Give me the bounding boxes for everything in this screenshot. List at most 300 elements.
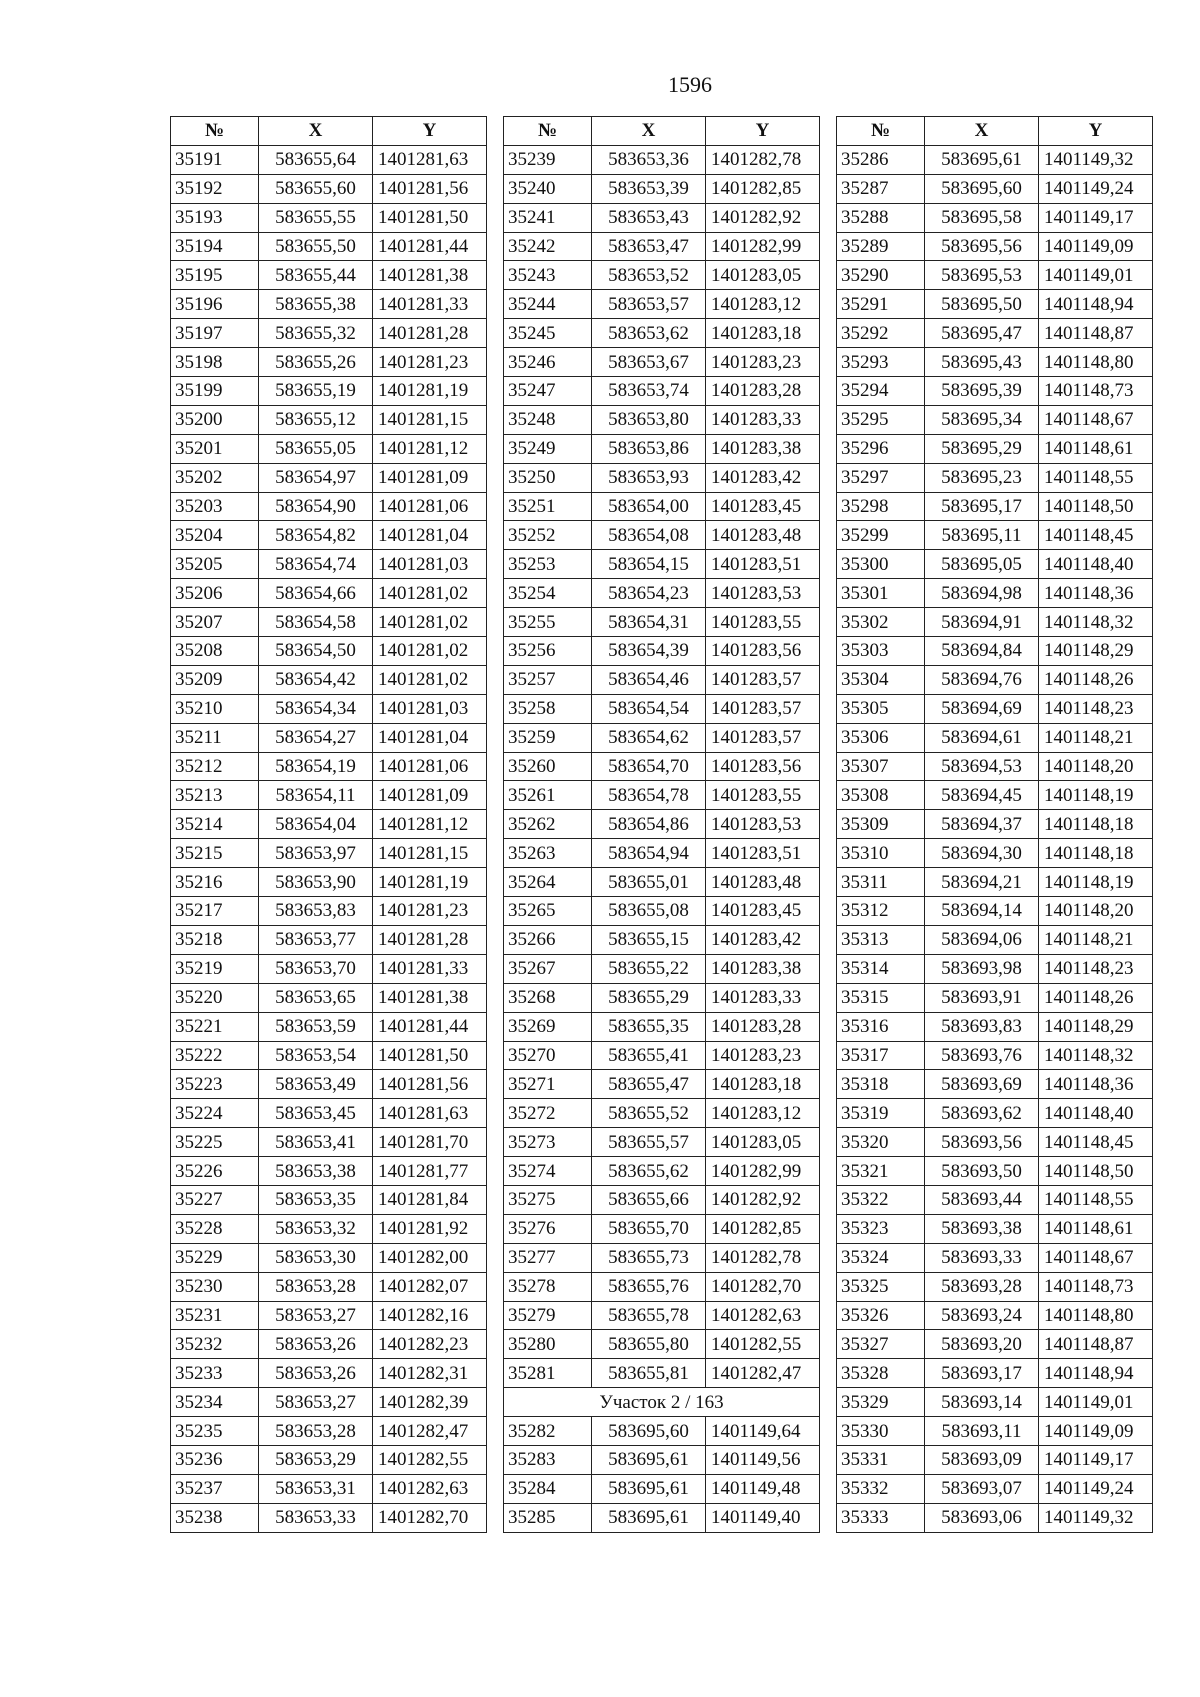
point-number-cell: 35196 [171, 290, 259, 319]
point-number-cell: 35318 [837, 1070, 925, 1099]
point-number-cell: 35238 [171, 1503, 259, 1532]
point-number-cell: 35326 [837, 1301, 925, 1330]
y-coordinate-cell: 1401283,53 [706, 579, 820, 608]
point-number-cell: 35193 [171, 203, 259, 232]
x-coordinate-cell: 583655,12 [259, 405, 373, 434]
x-coordinate-cell: 583693,50 [925, 1157, 1039, 1186]
x-coordinate-cell: 583694,76 [925, 665, 1039, 694]
table-row [504, 839, 820, 868]
y-coordinate-cell: 1401148,26 [1039, 665, 1153, 694]
table-row [171, 781, 487, 810]
y-coordinate-cell: 1401282,70 [373, 1503, 487, 1532]
y-coordinate-cell: 1401282,23 [373, 1330, 487, 1359]
y-coordinate-cell: 1401283,18 [706, 319, 820, 348]
x-coordinate-cell: 583653,74 [592, 377, 706, 406]
x-coordinate-cell: 583693,20 [925, 1330, 1039, 1359]
table-row [837, 1214, 1153, 1243]
x-coordinate-cell: 583654,66 [259, 579, 373, 608]
table-row [837, 1012, 1153, 1041]
point-number-cell: 35279 [504, 1301, 592, 1330]
point-number-cell: 35248 [504, 405, 592, 434]
point-number-cell: 35282 [504, 1417, 592, 1446]
x-coordinate-cell: 583654,11 [259, 781, 373, 810]
x-coordinate-cell: 583655,70 [592, 1214, 706, 1243]
y-coordinate-cell: 1401148,40 [1039, 1099, 1153, 1128]
y-coordinate-cell: 1401148,32 [1039, 608, 1153, 637]
x-coordinate-cell: 583655,01 [592, 868, 706, 897]
point-number-cell: 35288 [837, 203, 925, 232]
point-number-cell: 35208 [171, 637, 259, 666]
x-coordinate-cell: 583693,17 [925, 1359, 1039, 1388]
point-number-cell: 35258 [504, 694, 592, 723]
x-coordinate-cell: 583654,50 [259, 637, 373, 666]
y-coordinate-cell: 1401281,44 [373, 232, 487, 261]
point-number-cell: 35280 [504, 1330, 592, 1359]
x-coordinate-cell: 583694,84 [925, 637, 1039, 666]
table-row [504, 579, 820, 608]
x-coordinate-cell: 583653,54 [259, 1041, 373, 1070]
point-number-cell: 35287 [837, 174, 925, 203]
point-number-cell: 35202 [171, 463, 259, 492]
table-row [171, 290, 487, 319]
point-number-cell: 35223 [171, 1070, 259, 1099]
table-row [171, 608, 487, 637]
point-number-cell: 35257 [504, 665, 592, 694]
table-row [504, 1301, 820, 1330]
x-coordinate-cell: 583693,69 [925, 1070, 1039, 1099]
x-coordinate-cell: 583653,57 [592, 290, 706, 319]
x-coordinate-cell: 583654,08 [592, 521, 706, 550]
y-coordinate-cell: 1401148,20 [1039, 752, 1153, 781]
x-coordinate-cell: 583653,43 [592, 203, 706, 232]
x-coordinate-cell: 583693,83 [925, 1012, 1039, 1041]
point-number-cell: 35232 [171, 1330, 259, 1359]
y-coordinate-cell: 1401281,56 [373, 1070, 487, 1099]
point-number-cell: 35212 [171, 752, 259, 781]
x-coordinate-cell: 583653,90 [259, 868, 373, 897]
page-number: 1596 [668, 72, 712, 97]
table-row [504, 868, 820, 897]
x-coordinate-cell: 583693,44 [925, 1185, 1039, 1214]
y-coordinate-cell: 1401148,55 [1039, 1185, 1153, 1214]
y-coordinate-cell: 1401148,80 [1039, 1301, 1153, 1330]
x-coordinate-cell: 583654,42 [259, 665, 373, 694]
x-coordinate-cell: 583654,15 [592, 550, 706, 579]
table-row [504, 1445, 820, 1474]
point-number-cell: 35205 [171, 550, 259, 579]
x-coordinate-cell: 583655,05 [259, 434, 373, 463]
table-row [837, 434, 1153, 463]
point-number-cell: 35283 [504, 1445, 592, 1474]
header-number: № [504, 117, 592, 146]
point-number-cell: 35246 [504, 348, 592, 377]
y-coordinate-cell: 1401148,40 [1039, 550, 1153, 579]
y-coordinate-cell: 1401282,63 [373, 1474, 487, 1503]
y-coordinate-cell: 1401148,29 [1039, 637, 1153, 666]
table-row [171, 694, 487, 723]
x-coordinate-cell: 583695,11 [925, 521, 1039, 550]
x-coordinate-cell: 583653,29 [259, 1445, 373, 1474]
point-number-cell: 35304 [837, 665, 925, 694]
table-row [504, 463, 820, 492]
y-coordinate-cell: 1401282,78 [706, 1243, 820, 1272]
point-number-cell: 35215 [171, 839, 259, 868]
point-number-cell: 35195 [171, 261, 259, 290]
y-coordinate-cell: 1401148,94 [1039, 1359, 1153, 1388]
point-number-cell: 35265 [504, 897, 592, 926]
point-number-cell: 35194 [171, 232, 259, 261]
x-coordinate-cell: 583655,52 [592, 1099, 706, 1128]
table-row [171, 579, 487, 608]
point-number-cell: 35209 [171, 665, 259, 694]
y-coordinate-cell: 1401282,39 [373, 1388, 487, 1417]
x-coordinate-cell: 583655,81 [592, 1359, 706, 1388]
y-coordinate-cell: 1401281,09 [373, 463, 487, 492]
x-coordinate-cell: 583655,60 [259, 174, 373, 203]
y-coordinate-cell: 1401148,19 [1039, 781, 1153, 810]
point-number-cell: 35293 [837, 348, 925, 377]
table-row [171, 1099, 487, 1128]
point-number-cell: 35241 [504, 203, 592, 232]
x-coordinate-cell: 583653,39 [592, 174, 706, 203]
table-row [837, 463, 1153, 492]
point-number-cell: 35220 [171, 983, 259, 1012]
point-number-cell: 35210 [171, 694, 259, 723]
x-coordinate-cell: 583695,50 [925, 290, 1039, 319]
x-coordinate-cell: 583695,58 [925, 203, 1039, 232]
table-row [504, 1243, 820, 1272]
table-row [837, 1272, 1153, 1301]
point-number-cell: 35250 [504, 463, 592, 492]
table-row [171, 377, 487, 406]
y-coordinate-cell: 1401148,21 [1039, 925, 1153, 954]
point-number-cell: 35263 [504, 839, 592, 868]
point-number-cell: 35260 [504, 752, 592, 781]
point-number-cell: 35249 [504, 434, 592, 463]
x-coordinate-cell: 583655,66 [592, 1185, 706, 1214]
header-number: № [837, 117, 925, 146]
x-coordinate-cell: 583653,35 [259, 1185, 373, 1214]
point-number-cell: 35191 [171, 145, 259, 174]
y-coordinate-cell: 1401281,09 [373, 781, 487, 810]
x-coordinate-cell: 583654,82 [259, 521, 373, 550]
point-number-cell: 35221 [171, 1012, 259, 1041]
x-coordinate-cell: 583653,52 [592, 261, 706, 290]
table-row [504, 1041, 820, 1070]
point-number-cell: 35199 [171, 377, 259, 406]
x-coordinate-cell: 583655,19 [259, 377, 373, 406]
point-number-cell: 35222 [171, 1041, 259, 1070]
table-row [171, 405, 487, 434]
point-number-cell: 35228 [171, 1214, 259, 1243]
x-coordinate-cell: 583693,91 [925, 983, 1039, 1012]
table-row [171, 232, 487, 261]
point-number-cell: 35226 [171, 1157, 259, 1186]
y-coordinate-cell: 1401283,28 [706, 1012, 820, 1041]
y-coordinate-cell: 1401282,70 [706, 1272, 820, 1301]
y-coordinate-cell: 1401282,16 [373, 1301, 487, 1330]
table-row [837, 810, 1153, 839]
table-row [837, 665, 1153, 694]
y-coordinate-cell: 1401281,03 [373, 694, 487, 723]
y-coordinate-cell: 1401281,04 [373, 723, 487, 752]
point-number-cell: 35275 [504, 1185, 592, 1214]
point-number-cell: 35251 [504, 492, 592, 521]
header-number: № [171, 117, 259, 146]
point-number-cell: 35278 [504, 1272, 592, 1301]
point-number-cell: 35311 [837, 868, 925, 897]
table-row [837, 145, 1153, 174]
table-row [837, 897, 1153, 926]
table-row [837, 1070, 1153, 1099]
point-number-cell: 35198 [171, 348, 259, 377]
x-coordinate-cell: 583653,38 [259, 1157, 373, 1186]
table-row [504, 521, 820, 550]
y-coordinate-cell: 1401149,09 [1039, 232, 1153, 261]
y-coordinate-cell: 1401149,48 [706, 1474, 820, 1503]
y-coordinate-cell: 1401282,55 [706, 1330, 820, 1359]
x-coordinate-cell: 583655,08 [592, 897, 706, 926]
y-coordinate-cell: 1401148,94 [1039, 290, 1153, 319]
x-coordinate-cell: 583695,60 [592, 1417, 706, 1446]
point-number-cell: 35286 [837, 145, 925, 174]
table-row [171, 434, 487, 463]
table-row [837, 723, 1153, 752]
x-coordinate-cell: 583695,05 [925, 550, 1039, 579]
table-row [504, 897, 820, 926]
y-coordinate-cell: 1401281,63 [373, 145, 487, 174]
point-number-cell: 35307 [837, 752, 925, 781]
point-number-cell: 35305 [837, 694, 925, 723]
y-coordinate-cell: 1401281,12 [373, 810, 487, 839]
x-coordinate-cell: 583655,44 [259, 261, 373, 290]
table-row [837, 1503, 1153, 1532]
point-number-cell: 35218 [171, 925, 259, 954]
y-coordinate-cell: 1401283,57 [706, 694, 820, 723]
table-row [171, 723, 487, 752]
table-row [837, 839, 1153, 868]
table-row [837, 925, 1153, 954]
x-coordinate-cell: 583655,73 [592, 1243, 706, 1272]
point-number-cell: 35245 [504, 319, 592, 348]
y-coordinate-cell: 1401283,51 [706, 839, 820, 868]
x-coordinate-cell: 583655,80 [592, 1330, 706, 1359]
table-row [171, 983, 487, 1012]
table-row [171, 1503, 487, 1532]
point-number-cell: 35310 [837, 839, 925, 868]
point-number-cell: 35197 [171, 319, 259, 348]
y-coordinate-cell: 1401281,38 [373, 261, 487, 290]
header-y: Y [706, 117, 820, 146]
coordinate-table-3 [836, 116, 1153, 1533]
y-coordinate-cell: 1401148,20 [1039, 897, 1153, 926]
x-coordinate-cell: 583695,17 [925, 492, 1039, 521]
header-x: X [925, 117, 1039, 146]
y-coordinate-cell: 1401281,15 [373, 405, 487, 434]
x-coordinate-cell: 583653,26 [259, 1330, 373, 1359]
x-coordinate-cell: 583653,27 [259, 1301, 373, 1330]
table-row [504, 203, 820, 232]
table-row [504, 492, 820, 521]
table-row [837, 781, 1153, 810]
y-coordinate-cell: 1401283,38 [706, 434, 820, 463]
y-coordinate-cell: 1401149,32 [1039, 1503, 1153, 1532]
table-row [171, 261, 487, 290]
y-coordinate-cell: 1401283,48 [706, 868, 820, 897]
table-row [504, 694, 820, 723]
y-coordinate-cell: 1401148,67 [1039, 405, 1153, 434]
table-row [837, 405, 1153, 434]
table-row [504, 665, 820, 694]
x-coordinate-cell: 583654,97 [259, 463, 373, 492]
y-coordinate-cell: 1401281,06 [373, 492, 487, 521]
table-row [171, 1243, 487, 1272]
y-coordinate-cell: 1401281,02 [373, 637, 487, 666]
x-coordinate-cell: 583655,29 [592, 983, 706, 1012]
point-number-cell: 35262 [504, 810, 592, 839]
y-coordinate-cell: 1401148,29 [1039, 1012, 1153, 1041]
point-number-cell: 35206 [171, 579, 259, 608]
x-coordinate-cell: 583653,27 [259, 1388, 373, 1417]
table-row [504, 290, 820, 319]
table-row [837, 1359, 1153, 1388]
point-number-cell: 35224 [171, 1099, 259, 1128]
table-row [171, 348, 487, 377]
x-coordinate-cell: 583654,58 [259, 608, 373, 637]
point-number-cell: 35242 [504, 232, 592, 261]
x-coordinate-cell: 583693,14 [925, 1388, 1039, 1417]
y-coordinate-cell: 1401149,01 [1039, 261, 1153, 290]
table-row [171, 665, 487, 694]
y-coordinate-cell: 1401148,87 [1039, 319, 1153, 348]
y-coordinate-cell: 1401281,23 [373, 348, 487, 377]
point-number-cell: 35204 [171, 521, 259, 550]
x-coordinate-cell: 583653,47 [592, 232, 706, 261]
x-coordinate-cell: 583654,90 [259, 492, 373, 521]
x-coordinate-cell: 583695,23 [925, 463, 1039, 492]
x-coordinate-cell: 583654,31 [592, 608, 706, 637]
x-coordinate-cell: 583693,56 [925, 1128, 1039, 1157]
table-row [504, 1503, 820, 1532]
point-number-cell: 35243 [504, 261, 592, 290]
x-coordinate-cell: 583694,37 [925, 810, 1039, 839]
point-number-cell: 35239 [504, 145, 592, 174]
point-number-cell: 35325 [837, 1272, 925, 1301]
point-number-cell: 35273 [504, 1128, 592, 1157]
table-row [171, 868, 487, 897]
table-row [837, 348, 1153, 377]
table-row [837, 290, 1153, 319]
table-row [837, 1041, 1153, 1070]
point-number-cell: 35244 [504, 290, 592, 319]
x-coordinate-cell: 583655,26 [259, 348, 373, 377]
y-coordinate-cell: 1401282,55 [373, 1445, 487, 1474]
y-coordinate-cell: 1401148,32 [1039, 1041, 1153, 1070]
x-coordinate-cell: 583694,21 [925, 868, 1039, 897]
y-coordinate-cell: 1401148,50 [1039, 492, 1153, 521]
point-number-cell: 35240 [504, 174, 592, 203]
coordinate-table-1 [170, 116, 487, 1533]
y-coordinate-cell: 1401283,38 [706, 954, 820, 983]
point-number-cell: 35302 [837, 608, 925, 637]
table-row [837, 579, 1153, 608]
header-y: Y [373, 117, 487, 146]
table-row [504, 637, 820, 666]
y-coordinate-cell: 1401281,06 [373, 752, 487, 781]
y-coordinate-cell: 1401281,19 [373, 868, 487, 897]
x-coordinate-cell: 583693,62 [925, 1099, 1039, 1128]
y-coordinate-cell: 1401281,15 [373, 839, 487, 868]
x-coordinate-cell: 583655,57 [592, 1128, 706, 1157]
y-coordinate-cell: 1401282,99 [706, 232, 820, 261]
point-number-cell: 35271 [504, 1070, 592, 1099]
x-coordinate-cell: 583694,30 [925, 839, 1039, 868]
point-number-cell: 35324 [837, 1243, 925, 1272]
table-row [171, 1185, 487, 1214]
table-row [504, 983, 820, 1012]
y-coordinate-cell: 1401148,26 [1039, 983, 1153, 1012]
x-coordinate-cell: 583693,24 [925, 1301, 1039, 1330]
point-number-cell: 35284 [504, 1474, 592, 1503]
table-row [171, 1214, 487, 1243]
x-coordinate-cell: 583693,11 [925, 1417, 1039, 1446]
x-coordinate-cell: 583653,97 [259, 839, 373, 868]
table-header-row [837, 117, 1153, 146]
y-coordinate-cell: 1401283,57 [706, 723, 820, 752]
table-row [504, 174, 820, 203]
point-number-cell: 35217 [171, 897, 259, 926]
y-coordinate-cell: 1401283,42 [706, 925, 820, 954]
table-row [504, 1214, 820, 1243]
y-coordinate-cell: 1401283,56 [706, 752, 820, 781]
x-coordinate-cell: 583653,36 [592, 145, 706, 174]
point-number-cell: 35227 [171, 1185, 259, 1214]
table-row [171, 954, 487, 983]
point-number-cell: 35247 [504, 377, 592, 406]
point-number-cell: 35264 [504, 868, 592, 897]
y-coordinate-cell: 1401148,23 [1039, 954, 1153, 983]
y-coordinate-cell: 1401283,48 [706, 521, 820, 550]
table-row [504, 781, 820, 810]
y-coordinate-cell: 1401149,32 [1039, 145, 1153, 174]
point-number-cell: 35276 [504, 1214, 592, 1243]
table-row [171, 203, 487, 232]
y-coordinate-cell: 1401283,33 [706, 405, 820, 434]
y-coordinate-cell: 1401281,92 [373, 1214, 487, 1243]
y-coordinate-cell: 1401281,44 [373, 1012, 487, 1041]
x-coordinate-cell: 583653,49 [259, 1070, 373, 1099]
table-row [837, 1157, 1153, 1186]
y-coordinate-cell: 1401282,63 [706, 1301, 820, 1330]
table-row [171, 492, 487, 521]
table-row [504, 1070, 820, 1099]
table-row [504, 261, 820, 290]
table-row [504, 1012, 820, 1041]
x-coordinate-cell: 583654,74 [259, 550, 373, 579]
x-coordinate-cell: 583653,33 [259, 1503, 373, 1532]
y-coordinate-cell: 1401281,38 [373, 983, 487, 1012]
table-row [504, 1330, 820, 1359]
x-coordinate-cell: 583693,98 [925, 954, 1039, 983]
table-row [171, 637, 487, 666]
y-coordinate-cell: 1401283,23 [706, 1041, 820, 1070]
table-row [171, 1012, 487, 1041]
y-coordinate-cell: 1401283,33 [706, 983, 820, 1012]
point-number-cell: 35333 [837, 1503, 925, 1532]
point-number-cell: 35200 [171, 405, 259, 434]
table-row [504, 145, 820, 174]
y-coordinate-cell: 1401148,36 [1039, 579, 1153, 608]
